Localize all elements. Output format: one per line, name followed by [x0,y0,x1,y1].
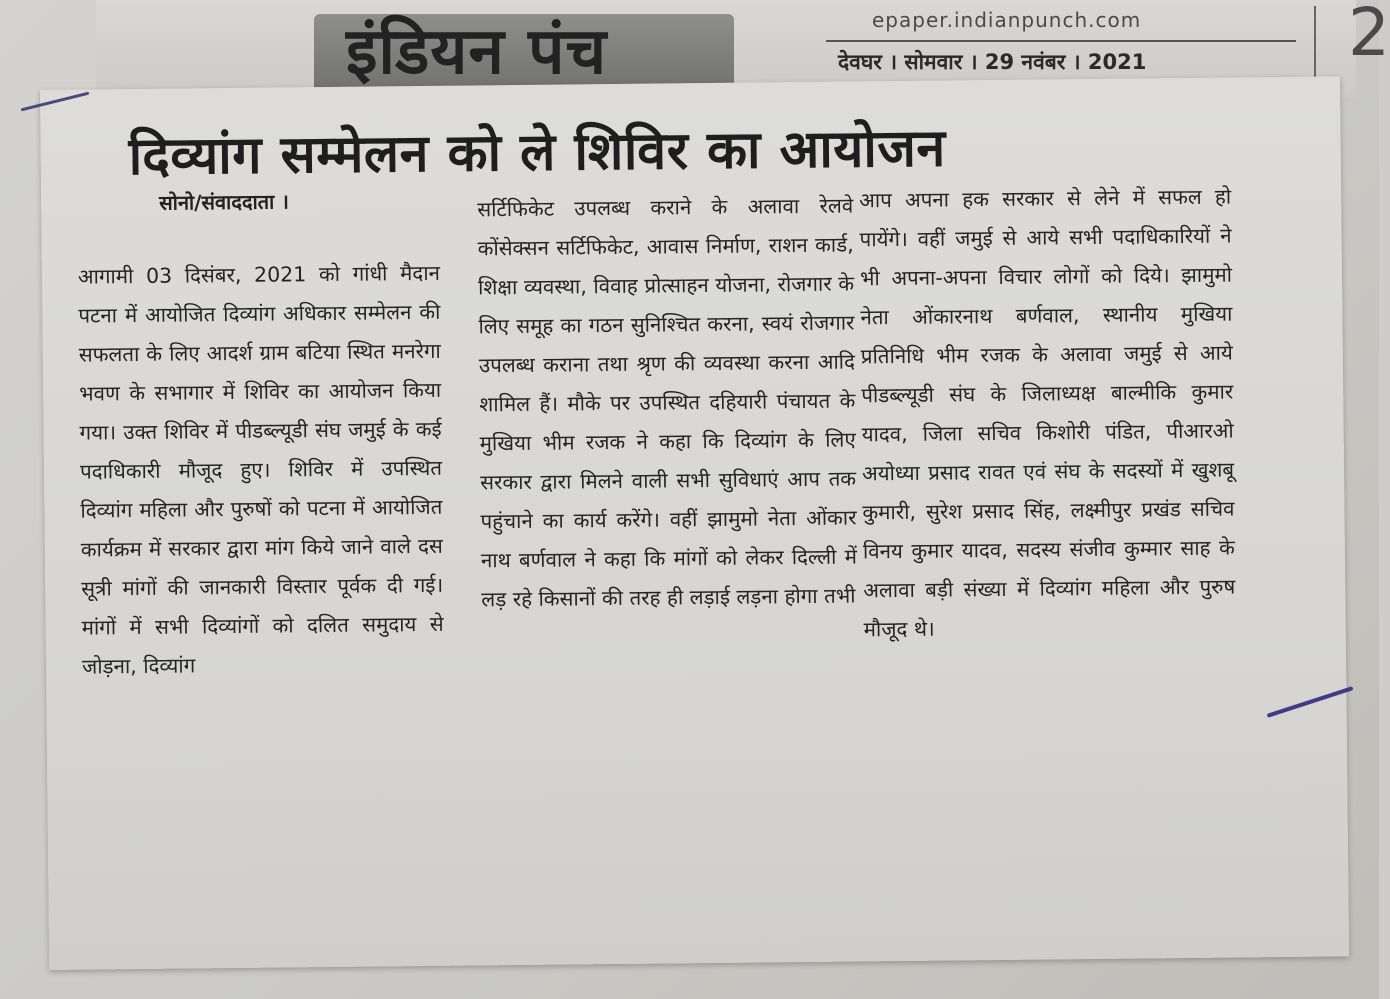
article-byline: सोनो/संवाददाता । [159,189,289,215]
article-headline: दिव्यांग सम्मेलन को ले शिविर का आयोजन [128,118,947,188]
column-2-text: सर्टिफिकेट उपलब्ध कराने के अलावा रेलवे कोंसेक्सन सर्टिफिकेट, आवास निर्माण, राशन कार्ड, शिक्षा व्यवस्था, विवाह प्रोत्साहन योजना, रोजगार के लिए समूह का गठन सुनिश्चित करना, स्वयं रोजगार उपलब्ध कराना तथा श्रृण की व्यवस्था करना आदि शामिल हैं। मौके पर उपस्थित दहियारी पंचायत के मुखिया भीम रजक ने कहा कि दिव्यांग के लिए सरकार द्वारा मिलने वाली सभी सुविधाएं आप तक पहुंचाने का कार्य करेंगे। वहीं झामुमो नेता ओंकार नाथ बर्णवाल ने कहा कि मांगों को लेकर दिल्ली में लड़ रहे किसानों की तरह ही लड़ाई लड़ना होगा तभी [477,193,858,612]
masthead-divider [826,40,1296,42]
article-column-2 [477,186,857,619]
article-column-1 [78,254,444,687]
article-clipping [40,76,1349,970]
dateline: देवघर । सोमवार । 29 नवंबर । 2021 [838,50,1147,74]
page-number: 2 [1348,0,1390,71]
masthead-vertical-rule [1314,6,1316,82]
column-3-text: आप अपना हक सरकार से लेने में सफल हो पायेंगे। वहीं जमुई से आये सभी पदाधिकारियों ने भी अपना-अपना विचार लोगों को दिये। झामुमो नेता ओंकारनाथ बर्णवाल, स्थानीय मुखिया प्रतिनिधि भीम रजक के अलावा जमुई से आये पीडब्ल्यूडी संघ के जिलाध्यक्ष बाल्मीकि कुमार यादव, जिला सचिव किशोरी पंडित, पीआरओ अयोध्या प्रसाद रावत एवं संघ के सदस्यों में खुशबू कुमारी, सुरेश प्रसाद सिंह, लक्ष्मीपुर प्रखंड सचिव विनय कुमार यादव, सदस्य संजीव कुम्मार साह के अलावा बड़ी संख्या में दिव्यांग महिला और पुरुष मौजूद थे। [859,184,1236,642]
column-1-text: आगामी 03 दिसंबर, 2021 को गांधी मैदान पटना में आयोजित दिव्यांग अधिकार सम्मेलन की सफलता के लिए आदर्श ग्राम बटिया स्थित मनरेगा भवण के सभागार में शिविर का आयोजन किया गया। उक्त शिविर में पीडब्ल्यूडी संघ जमुई के कई पदाधिकारी मौजूद हुए। शिविर में उपस्थित दिव्यांग महिला और पुरुषों को पटना में आयोजित कार्यक्रम में सरकार द्वारा मांग किये जाने वाले दस सूत्री मांगों की जानकारी विस्तार पूर्वक दी गई। मांगों में सभी दिव्यांगों को दलित समुदाय से जोड़ना, दिव्यांग [77,260,444,679]
article-column-3 [859,178,1236,650]
newspaper-title: इंडियन पंच [346,15,608,89]
epaper-url: epaper.indianpunch.com [872,8,1142,32]
